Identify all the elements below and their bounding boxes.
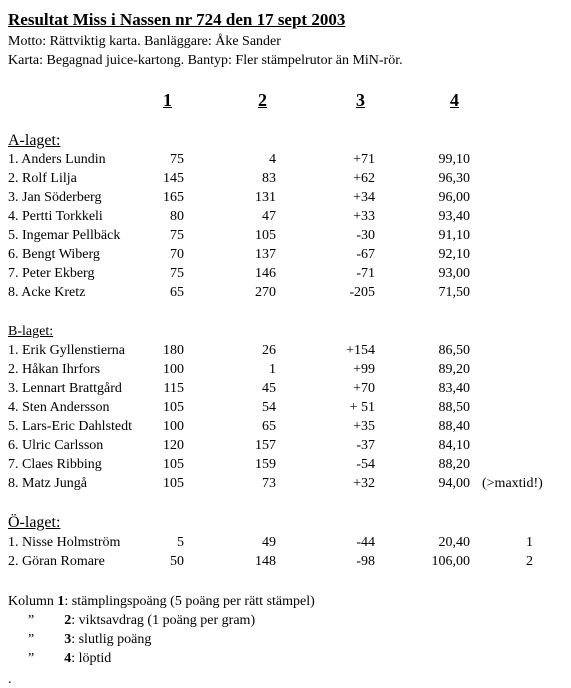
competitor-name: 1. Anders Lundin <box>8 152 106 167</box>
run-time: 106,00 <box>431 554 470 569</box>
run-time: 84,10 <box>438 438 470 453</box>
final-score: -54 <box>356 457 375 472</box>
legend-num-1: 1 <box>57 594 65 609</box>
weight-deduction: 270 <box>255 285 276 300</box>
weight-deduction: 4 <box>269 152 276 167</box>
legend-text-2: : viktsavdrag (1 poäng per gram) <box>71 613 256 628</box>
weight-deduction: 49 <box>262 535 276 550</box>
run-time: 93,00 <box>438 266 470 281</box>
legend-num-2: 2 <box>64 613 72 628</box>
result-row <box>0 171 571 190</box>
weight-deduction: 26 <box>262 343 276 358</box>
weight-deduction: 45 <box>262 381 276 396</box>
competitor-name: 5. Ingemar Pellbäck <box>8 228 121 243</box>
run-time: 88,20 <box>438 457 470 472</box>
result-row <box>0 400 571 419</box>
result-row <box>0 228 571 247</box>
weight-deduction: 146 <box>255 266 276 281</box>
run-time: 71,50 <box>438 285 470 300</box>
final-score: -98 <box>356 554 375 569</box>
weight-deduction: 157 <box>255 438 276 453</box>
stamp-points: 105 <box>163 400 184 415</box>
final-score: +33 <box>353 209 375 224</box>
stamp-points: 50 <box>170 554 184 569</box>
run-time: 89,20 <box>438 362 470 377</box>
result-row <box>0 285 571 304</box>
stamp-points: 80 <box>170 209 184 224</box>
result-row <box>0 266 571 285</box>
result-row <box>0 438 571 457</box>
result-row <box>0 209 571 228</box>
legend-text-3: : slutlig poäng <box>71 632 152 647</box>
competitor-name: 6. Bengt Wiberg <box>8 247 100 262</box>
page-title: Resultat Miss i Nassen nr 724 den 17 sept 2003 <box>8 10 346 29</box>
run-time: 83,40 <box>438 381 470 396</box>
stamp-points: 5 <box>177 535 184 550</box>
result-row <box>0 152 571 171</box>
competitor-name: 4. Pertti Torkkeli <box>8 209 103 224</box>
result-row <box>0 535 571 554</box>
legend-num-3: 3 <box>64 632 72 647</box>
final-score: + 51 <box>349 400 375 415</box>
competitor-name: 3. Jan Söderberg <box>8 190 102 205</box>
final-score: -37 <box>356 438 375 453</box>
run-time: 91,10 <box>438 228 470 243</box>
competitor-name: 2. Rolf Lilja <box>8 171 77 186</box>
section-title-b: B-laget: <box>8 324 54 339</box>
stamp-points: 65 <box>170 285 184 300</box>
result-row <box>0 476 571 495</box>
placement: 2 <box>526 554 533 569</box>
row-note: (>maxtid!) <box>482 476 543 491</box>
weight-deduction: 1 <box>269 362 276 377</box>
run-time: 96,00 <box>438 190 470 205</box>
competitor-name: 3. Lennart Brattgård <box>8 381 122 396</box>
weight-deduction: 65 <box>262 419 276 434</box>
legend-line-1 <box>8 594 315 610</box>
weight-deduction: 131 <box>255 190 276 205</box>
legend-num-4: 4 <box>64 651 72 666</box>
footer-dot: . <box>8 672 12 687</box>
final-score: +99 <box>353 362 375 377</box>
weight-deduction: 159 <box>255 457 276 472</box>
ditto-mark: ” <box>28 651 35 666</box>
legend-text-1: : stämplingspoäng (5 poäng per rätt stämpel) <box>64 594 315 609</box>
result-row <box>0 343 571 362</box>
stamp-points: 105 <box>163 476 184 491</box>
weight-deduction: 54 <box>262 400 276 415</box>
final-score: +62 <box>353 171 375 186</box>
column-header-4: 4 <box>450 90 459 110</box>
competitor-name: 2. Göran Romare <box>8 554 105 569</box>
competitor-name: 5. Lars-Eric Dahlstedt <box>8 419 133 434</box>
competitor-name: 2. Håkan Ihrfors <box>8 362 101 377</box>
result-row <box>0 362 571 381</box>
run-time: 96,30 <box>438 171 470 186</box>
weight-deduction: 73 <box>262 476 276 491</box>
stamp-points: 145 <box>163 171 184 186</box>
result-row <box>0 419 571 438</box>
competitor-name: 7. Peter Ekberg <box>8 266 95 281</box>
stamp-points: 75 <box>170 228 184 243</box>
final-score: +34 <box>353 190 375 205</box>
competitor-name: 8. Acke Kretz <box>8 285 86 300</box>
stamp-points: 115 <box>163 381 184 396</box>
result-row <box>0 457 571 476</box>
result-row <box>0 247 571 266</box>
stamp-points: 120 <box>163 438 184 453</box>
result-row <box>0 190 571 209</box>
competitor-name: 4. Sten Andersson <box>8 400 110 415</box>
column-header-3: 3 <box>356 90 365 110</box>
competitor-name: 7. Claes Ribbing <box>8 457 102 472</box>
run-time: 20,40 <box>438 535 470 550</box>
stamp-points: 165 <box>163 190 184 205</box>
stamp-points: 105 <box>163 457 184 472</box>
final-score: +70 <box>353 381 375 396</box>
stamp-points: 100 <box>163 419 184 434</box>
placement: 1 <box>526 535 533 550</box>
section-title-a: A-laget: <box>8 132 61 149</box>
competitor-name: 6. Ulric Carlsson <box>8 438 104 453</box>
final-score: +71 <box>353 152 375 167</box>
final-score: -30 <box>356 228 375 243</box>
run-time: 88,40 <box>438 419 470 434</box>
weight-deduction: 148 <box>255 554 276 569</box>
stamp-points: 75 <box>170 266 184 281</box>
result-row <box>0 554 571 573</box>
column-header-2: 2 <box>258 90 267 110</box>
competitor-name: 8. Matz Jungå <box>8 476 87 491</box>
stamp-points: 75 <box>170 152 184 167</box>
final-score: -71 <box>356 266 375 281</box>
weight-deduction: 105 <box>255 228 276 243</box>
legend-prefix: Kolumn <box>8 594 58 609</box>
final-score: -205 <box>349 285 375 300</box>
legend-line-2 <box>28 613 255 629</box>
legend-line-4 <box>28 651 111 667</box>
final-score: +32 <box>353 476 375 491</box>
result-row <box>0 381 571 400</box>
run-time: 92,10 <box>438 247 470 262</box>
run-time: 88,50 <box>438 400 470 415</box>
run-time: 99,10 <box>438 152 470 167</box>
ditto-mark: ” <box>28 632 35 647</box>
weight-deduction: 137 <box>255 247 276 262</box>
stamp-points: 100 <box>163 362 184 377</box>
motto-line: Motto: Rättviktig karta. Banläggare: Åke Sander <box>8 34 281 49</box>
column-header-1: 1 <box>163 90 172 110</box>
weight-deduction: 47 <box>262 209 276 224</box>
ditto-mark: ” <box>28 613 35 628</box>
run-time: 93,40 <box>438 209 470 224</box>
run-time: 94,00 <box>438 476 470 491</box>
final-score: -44 <box>356 535 375 550</box>
stamp-points: 70 <box>170 247 184 262</box>
legend-line-3 <box>28 632 151 648</box>
final-score: +35 <box>353 419 375 434</box>
map-line: Karta: Begagnad juice-kartong. Bantyp: Fler stämpelrutor än MiN-rör. <box>8 53 403 68</box>
section-title-o: Ö-laget: <box>8 514 61 531</box>
final-score: -67 <box>356 247 375 262</box>
run-time: 86,50 <box>438 343 470 358</box>
stamp-points: 180 <box>163 343 184 358</box>
legend-text-4: : löptid <box>71 651 112 666</box>
competitor-name: 1. Nisse Holmström <box>8 535 121 550</box>
weight-deduction: 83 <box>262 171 276 186</box>
competitor-name: 1. Erik Gyllenstierna <box>8 343 126 358</box>
final-score: +154 <box>346 343 375 358</box>
